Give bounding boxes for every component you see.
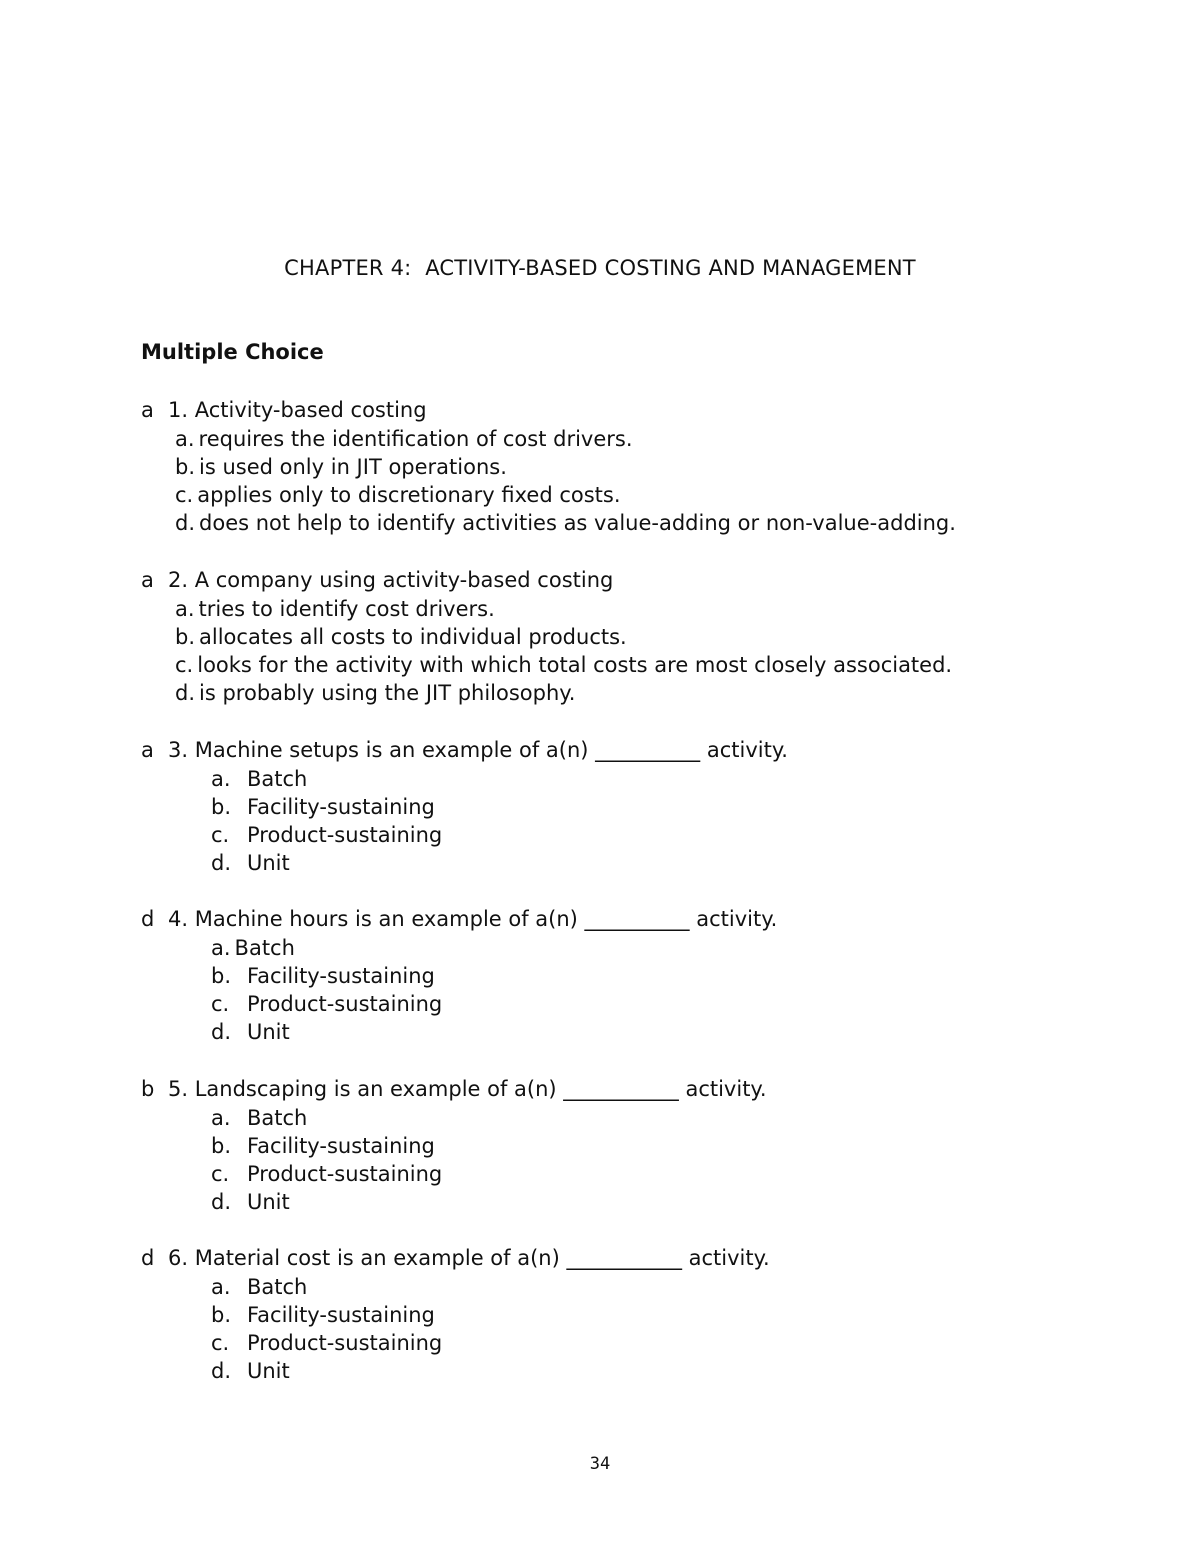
option-letter: a. [211,766,231,791]
option-item [175,623,952,651]
option-list [211,1104,767,1217]
option-text: does not help to identify activities as value-adding or non-value-adding. [199,511,956,536]
option-item [175,425,956,453]
option-item [175,679,952,707]
question-5 [141,1075,767,1217]
option-list [175,425,956,538]
question-2 [141,566,952,708]
option-letter: a. [175,596,195,621]
option-letter: d. [175,511,196,536]
option-item [211,1329,770,1357]
option-text: Facility-sustaining [247,1302,435,1327]
answer-key: a [141,398,154,422]
option-text: Batch [247,1274,308,1299]
option-item [175,481,956,509]
question-text: 5. Landscaping is an example of a(n) ___________ activity. [168,1077,767,1101]
option-item [211,1018,777,1046]
option-item [211,1357,770,1385]
option-letter: c. [211,1331,230,1356]
option-letter: c. [175,483,194,508]
option-letter: d. [211,851,232,876]
option-text: Facility-sustaining [247,1133,435,1158]
answer-key: d [141,907,155,931]
option-list [211,934,777,1047]
option-letter: b. [211,1133,232,1158]
question-stem [141,736,788,765]
question-4 [141,905,777,1047]
option-letter: b. [175,454,196,479]
option-letter: d. [211,1190,232,1215]
option-list [211,765,788,878]
option-letter: a. [175,426,195,451]
option-item [211,1104,767,1132]
option-letter: d. [211,1359,232,1384]
chapter-title: CHAPTER 4: ACTIVITY-BASED COSTING AND MANAGEMENT [284,256,916,280]
option-item [211,821,788,849]
option-letter: b. [211,1302,232,1327]
option-text: looks for the activity with which total costs are most closely associated. [197,653,953,678]
option-item [211,934,777,962]
option-item [211,849,788,877]
option-item [175,595,952,623]
option-letter: d. [175,681,196,706]
option-text: applies only to discretionary fixed costs. [197,483,621,508]
option-letter: d. [211,1020,232,1045]
option-text: Product-sustaining [247,823,443,848]
option-item [211,1301,770,1329]
option-letter: c. [175,653,194,678]
page-number: 34 [589,1454,611,1474]
option-item [211,990,777,1018]
option-letter: c. [211,992,230,1017]
option-item [211,765,788,793]
option-letter: b. [211,963,232,988]
option-letter: c. [211,1162,230,1187]
question-3 [141,736,788,878]
question-6 [141,1244,770,1386]
question-text: 4. Machine hours is an example of a(n) __________ activity. [168,907,778,931]
question-stem [141,905,777,934]
option-item [175,509,956,537]
option-text: Unit [247,1020,290,1045]
option-letter: b. [211,794,232,819]
question-text: 2. A company using activity-based costing [168,568,614,592]
option-text: is used only in JIT operations. [199,454,507,479]
option-text: Product-sustaining [247,1162,443,1187]
option-text: Facility-sustaining [247,794,435,819]
option-text: Batch [247,1105,308,1130]
option-item [175,453,956,481]
question-1 [141,396,956,538]
question-stem [141,1244,770,1273]
option-text: Product-sustaining [247,1331,443,1356]
question-text: 3. Machine setups is an example of a(n) __________ activity. [168,738,788,762]
option-item [211,962,777,990]
option-letter: c. [211,823,230,848]
option-text: Unit [247,1359,290,1384]
option-text: Batch [234,935,295,960]
option-text: allocates all costs to individual products. [199,624,627,649]
option-text: Unit [247,1190,290,1215]
option-item [211,1188,767,1216]
question-stem [141,1075,767,1104]
option-list [211,1273,770,1386]
option-text: requires the identification of cost drivers. [198,426,633,451]
answer-key: a [141,568,154,592]
option-list [175,595,952,708]
answer-key: b [141,1077,155,1101]
section-heading: Multiple Choice [141,340,324,364]
option-item [211,1273,770,1301]
question-text: 1. Activity-based costing [168,398,427,422]
option-item [211,1160,767,1188]
question-stem [141,566,952,595]
option-letter: a. [211,1105,231,1130]
option-text: tries to identify cost drivers. [198,596,495,621]
option-text: Product-sustaining [247,992,443,1017]
option-item [175,651,952,679]
question-stem [141,396,956,425]
option-text: is probably using the JIT philosophy. [199,681,576,706]
option-letter: b. [175,624,196,649]
option-item [211,1132,767,1160]
answer-key: d [141,1246,155,1270]
option-text: Batch [247,766,308,791]
option-text: Unit [247,851,290,876]
option-letter: a. [211,935,231,960]
option-letter: a. [211,1274,231,1299]
question-text: 6. Material cost is an example of a(n) ___________ activity. [168,1246,770,1270]
option-text: Facility-sustaining [247,963,435,988]
answer-key: a [141,738,154,762]
option-item [211,793,788,821]
